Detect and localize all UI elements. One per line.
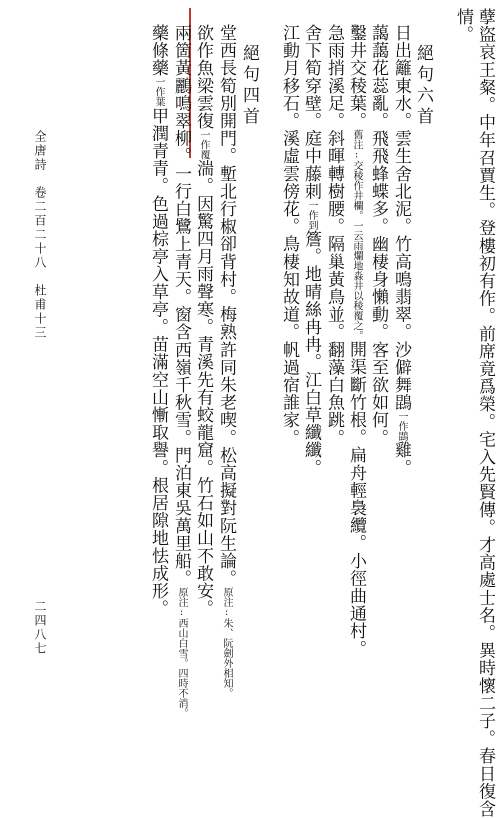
margin-header: 全唐詩 卷二百二十八 杜甫十三 — [33, 130, 47, 340]
poem-title: 絕句六首 — [413, 44, 433, 128]
poem-column: 江動月移石。溪虛雲傍花。鳥棲知故道。帆過宿誰家。 — [279, 24, 299, 447]
poem-column: 舍下筍穿壁。庭中藤刺一作到簷。地晴絲冉冉。江白草纖纖。 — [301, 24, 321, 477]
poem-column: 鑿井交稜葉。舊注:交稜作井欄。一云雨爛地淼井以稜覆之。開渠斷竹根。扁舟輕裊纜。小徑曲通村。 — [346, 24, 366, 658]
poem-column: 孽盜哀王粲。中年召賈生。登樓初有作。前席竟爲榮。宅入先賢傳。才高處士名。異時懷二子。春日復含 — [475, 8, 495, 818]
annotation-note: 一作到 — [306, 200, 317, 230]
page-number: 二四八七 — [33, 600, 47, 656]
poem-column: 兩箇黃鸝鳴翠柳。一行白鷺上青天。窗含西嶺千秋雪。門泊東吳萬里船。原注:西山白雪。四時不消。 — [171, 24, 191, 719]
poem-column: 藹藹花蕊亂。飛飛蜂蝶多。幽棲身懶動。客至欲如何。 — [368, 24, 388, 447]
annotation-note: 一作覆 — [198, 129, 209, 160]
annotation-note: 一作鵾 — [396, 411, 407, 442]
poem-column: 急雨捎溪足。斜暉轉樹腰。隔巢黃鳥並。翻藻白魚跳。 — [324, 24, 344, 447]
poem-column: 日出籬東水。雲生舍北泥。竹高鳴翡翠。沙僻舞鵾一作鵾雞。 — [391, 24, 411, 477]
poem-column: 堂西長筍別開門。塹北行椒卻背村。梅熟許同朱老喫。松高擬對阮生論。原注:朱、阮劍外相知。 — [216, 24, 236, 699]
annotation-note: 舊注:交稜作井欄。一云雨爛地淼井以稜覆之。 — [351, 129, 362, 341]
poem-column: 欲作魚梁雲復一作覆湍。因驚四月雨聲寒。青溪先有蛟龍窟。竹石如山不敢安。 — [193, 24, 213, 618]
annotation-note: 一作葉 — [153, 76, 164, 107]
annotation-note: 原注:朱、阮劍外相知。 — [221, 587, 232, 699]
poem-title: 絕句四首 — [239, 44, 259, 128]
poem-column: 情。 — [453, 8, 473, 44]
annotation-note: 原注:西山白雪。四時不消。 — [176, 587, 187, 719]
poem-column: 藥條藥一作葉甲潤青青。色過棕亭入草亭。苗滿空山慚取譽。根居隙地怯成形。 — [148, 24, 168, 618]
